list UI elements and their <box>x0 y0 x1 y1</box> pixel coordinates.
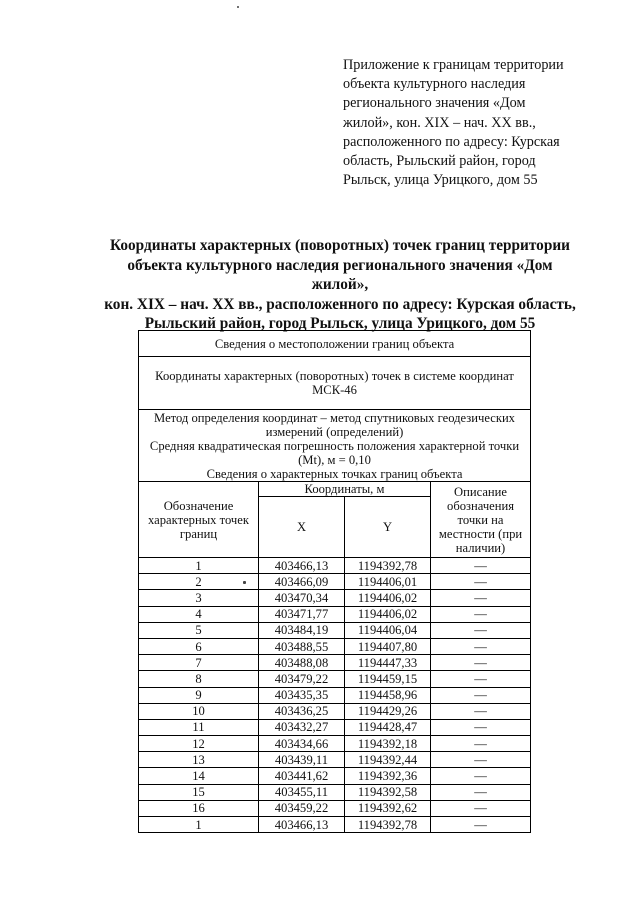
x-coordinate-cell: 403466,09 <box>259 574 345 590</box>
y-coordinate-cell: 1194428,47 <box>345 719 431 735</box>
col-header-point: Обозначение характерных точек границ <box>139 482 259 558</box>
y-coordinate-cell: 1194407,80 <box>345 638 431 654</box>
method-info-cell <box>139 410 531 482</box>
point-number-cell: 5 <box>139 622 259 638</box>
point-number-cell: 13 <box>139 752 259 768</box>
description-cell: — <box>431 687 531 703</box>
description-cell: — <box>431 768 531 784</box>
description-cell: — <box>431 671 531 687</box>
title-line: кон. XIX – нач. XX вв., расположенного по адресу: Курская область, <box>104 295 576 313</box>
col-header-x: X <box>259 497 345 558</box>
table-row <box>139 622 531 638</box>
col-header-coords: Координаты, м <box>259 482 431 497</box>
y-coordinate-cell: 1194406,02 <box>345 606 431 622</box>
x-coordinate-cell: 403466,13 <box>259 558 345 574</box>
point-number-cell: 14 <box>139 768 259 784</box>
col-header-y: Y <box>345 497 431 558</box>
point-number-cell: 2 <box>139 574 259 590</box>
y-coordinate-cell: 1194392,78 <box>345 558 431 574</box>
x-coordinate-cell: 403488,08 <box>259 655 345 671</box>
table-row <box>139 752 531 768</box>
appendix-line: жилой», кон. XIX – нач. XX вв., <box>343 114 536 131</box>
appendix-line: регионального значения «Дом <box>343 95 526 112</box>
section-location-header: Сведения о местоположении границ объекта <box>139 331 531 357</box>
table-row <box>139 817 531 833</box>
point-number-cell: 7 <box>139 655 259 671</box>
table-row <box>139 703 531 719</box>
description-cell: — <box>431 606 531 622</box>
y-coordinate-cell: 1194406,04 <box>345 622 431 638</box>
description-cell: — <box>431 736 531 752</box>
y-coordinate-cell: 1194458,96 <box>345 687 431 703</box>
coordinates-table <box>138 330 531 833</box>
table-row <box>139 671 531 687</box>
document-title <box>100 236 580 334</box>
title-line: Рыльский район, город Рыльск, улица Урицкого, дом 55 <box>144 315 536 333</box>
y-coordinate-cell: 1194406,02 <box>345 590 431 606</box>
x-coordinate-cell: 403436,25 <box>259 703 345 719</box>
table-row <box>139 558 531 574</box>
description-cell: — <box>431 574 531 590</box>
point-number-cell: 12 <box>139 736 259 752</box>
y-coordinate-cell: 1194392,78 <box>345 817 431 833</box>
description-cell: — <box>431 638 531 654</box>
point-number-cell: 3 <box>139 590 259 606</box>
y-coordinate-cell: 1194392,18 <box>345 736 431 752</box>
table-row <box>139 606 531 622</box>
description-cell: — <box>431 590 531 606</box>
table-row <box>139 800 531 816</box>
point-number-cell: 11 <box>139 719 259 735</box>
description-cell: — <box>431 752 531 768</box>
table-row <box>139 736 531 752</box>
point-number-cell: 6 <box>139 638 259 654</box>
appendix-line: расположенного по адресу: Курская <box>343 133 560 150</box>
x-coordinate-cell: 403435,35 <box>259 687 345 703</box>
x-coordinate-cell: 403466,13 <box>259 817 345 833</box>
table-row <box>139 638 531 654</box>
x-coordinate-cell: 403432,27 <box>259 719 345 735</box>
y-coordinate-cell: 1194429,26 <box>345 703 431 719</box>
x-coordinate-cell: 403479,22 <box>259 671 345 687</box>
x-coordinate-cell: 403488,55 <box>259 638 345 654</box>
y-coordinate-cell: 1194392,44 <box>345 752 431 768</box>
description-cell: — <box>431 703 531 719</box>
table-row <box>139 590 531 606</box>
y-coordinate-cell: 1194406,01 <box>345 574 431 590</box>
x-coordinate-cell: 403439,11 <box>259 752 345 768</box>
error-text: Средняя квадратическая погрешность положения характерной точки (Mt), м = 0,10 <box>149 439 520 467</box>
point-number-cell: 15 <box>139 784 259 800</box>
point-number-cell: 4 <box>139 606 259 622</box>
x-coordinate-cell: 403441,62 <box>259 768 345 784</box>
scan-speck <box>243 581 246 584</box>
description-cell: — <box>431 817 531 833</box>
scan-speck <box>237 6 239 8</box>
y-coordinate-cell: 1194447,33 <box>345 655 431 671</box>
appendix-line: область, Рыльский район, город <box>343 153 536 170</box>
point-number-cell: 10 <box>139 703 259 719</box>
x-coordinate-cell: 403484,19 <box>259 622 345 638</box>
y-coordinate-cell: 1194459,15 <box>345 671 431 687</box>
point-number-cell: 16 <box>139 800 259 816</box>
table-row <box>139 784 531 800</box>
table-row <box>139 768 531 784</box>
appendix-line: Рыльск, улица Урицкого, дом 55 <box>343 172 538 189</box>
appendix-line: объекта культурного наследия <box>343 76 526 93</box>
coordinate-system-header: Координаты характерных (поворотных) точек в системе координат МСК-46 <box>139 357 531 410</box>
y-coordinate-cell: 1194392,58 <box>345 784 431 800</box>
x-coordinate-cell: 403434,66 <box>259 736 345 752</box>
point-number-cell: 1 <box>139 558 259 574</box>
x-coordinate-cell: 403471,77 <box>259 606 345 622</box>
title-line: Координаты характерных (поворотных) точек границ территории <box>110 237 570 254</box>
title-line: объекта культурного наследия регионального значения «Дом жилой», <box>127 256 553 294</box>
x-coordinate-cell: 403459,22 <box>259 800 345 816</box>
description-cell: — <box>431 719 531 735</box>
method-text: Метод определения координат – метод спутниковых геодезических измерений (определений) <box>154 411 515 439</box>
table-row <box>139 687 531 703</box>
description-cell: — <box>431 784 531 800</box>
point-number-cell: 9 <box>139 687 259 703</box>
points-section-text: Сведения о характерных точках границ объекта <box>206 467 463 481</box>
appendix-line: Приложение к границам территории <box>343 57 564 73</box>
description-cell: — <box>431 800 531 816</box>
y-coordinate-cell: 1194392,62 <box>345 800 431 816</box>
description-cell: — <box>431 558 531 574</box>
x-coordinate-cell: 403470,34 <box>259 590 345 606</box>
point-number-cell: 1 <box>139 817 259 833</box>
table-row <box>139 655 531 671</box>
point-number-cell: 8 <box>139 671 259 687</box>
table-row <box>139 574 531 590</box>
description-cell: — <box>431 622 531 638</box>
col-header-description: Описание обозначения точки на местности (при наличии) <box>431 482 531 558</box>
table-row <box>139 719 531 735</box>
x-coordinate-cell: 403455,11 <box>259 784 345 800</box>
y-coordinate-cell: 1194392,36 <box>345 768 431 784</box>
description-cell: — <box>431 655 531 671</box>
appendix-note <box>343 56 583 190</box>
